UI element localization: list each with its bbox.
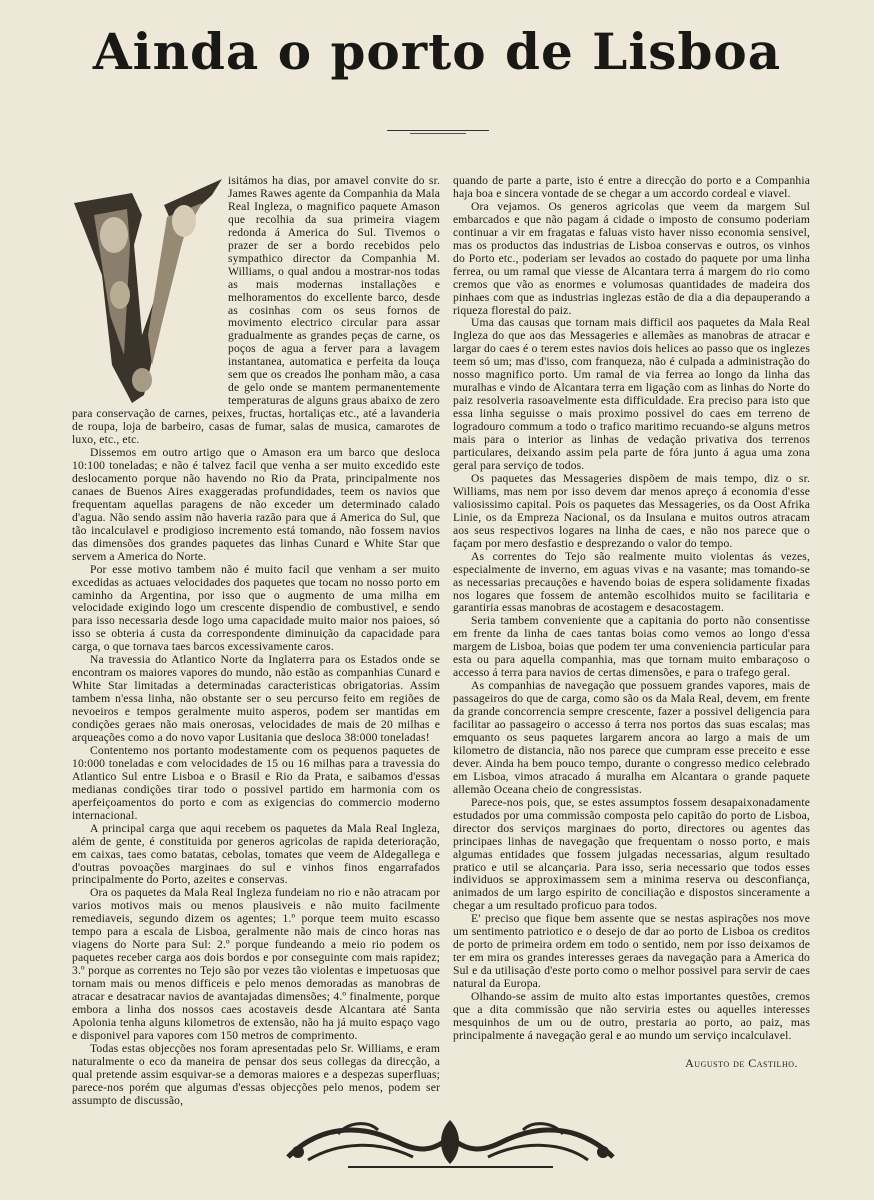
paragraph: E' preciso que fique bem assente que se nestas aspirações nos move um sentimento patriotico e o desejo de dar ao porto de Lisboa os creditos de porto de primeira ordem em todo o sentido, nem por isso deixamos de ter em mira os grandes interesses geraes da navegação para a America do Sul e da utilisação d'este porto como o melhor possivel para servir de caes natural da Europa. [453,912,810,991]
paragraph: Os paquetes das Messageries dispõem de mais tempo, diz o sr. Williams, mas nem por isso devem dar menos apreço á economia d'esse valiosissimo capital. Pois os paquetes das Messageries, os da Oost Afrika Linie, os da Empreza Nacional, os da Insulana e muitos outros atracam aos seus respectivos logares na linha de caes, e não nos parece que o façam por mero desfastio e desprezando o valor do tempo. [453,471,810,550]
illustrated-drop-cap-v [72,175,222,407]
paragraph: isitámos ha dias, por amavel convite do sr. James Rawes agente da Companhia da Mala Real Ingleza, o magnifico paquete Amason que recolhia da sua primeira viagem redonda á America do Sul. Tivemos o prazer de ser a bordo recebidos pelo sympathico director da Companhia M. Williams, o qual andou a mostrar-nos todas as mais modernas installações e melhoramentos do excellente barco, desde as cosinhas com os seus fornos de movimento electrico circular para assar gradualmente as grandes peças de carne, os poços de agua a ferver para a lavagem instantanea, automatica e perfeita da louça sem que os creados lhe ponham mão, a casa de gelo onde se mantem permanentemente temperaturas de alguns graus abaixo de zero para conservação de carnes, peixes, fructas, hortaliças etc., até a lavanderia de roupa, loja de barbeiro, casas de fumar, salas de musica, camarotes de luxo, etc., etc. [72,174,440,447]
paragraph: Parece-nos pois, que, se estes assumptos fossem desapaixonadamente estudados por uma commissão composta pelo capitão do porto de Lisboa, director dos serviços marginaes do porto, directores ou agentes das principaes linhas de navegação que frequentam o nosso porto, e mais algumas entidades que fossem julgadas necessarias, algum resultado pratico e util se alcançaria. Para isso, seria necessario que todos esses individuos se approximassem sem a minima reserva ou desconfiança, animados de um largo espirito de conciliação e dispostos sinceramente a chegar a um resultado proficuo para todos. [453,795,810,913]
paragraph: Contentemo nos portanto modestamente com os pequenos paquetes de 10:000 toneladas e com velocidades de 15 ou 16 milhas para a travessia do Atlantico Sul entre Lisboa e o Brasil e Rio da Prata, e saibamos d'essas medianas condições tirar todo o possivel partido em harmonia com os aperfeiçoamentos do porto e com as exigencias do commercio moderno internacional. [72,743,440,822]
author-signature: Augusto de Castilho. [685,1055,798,1070]
paragraph: Ora os paquetes da Mala Real Ingleza fundeiam no rio e não atracam por varios motivos mais ou menos plausiveis e não muito facilmente remediaveis, segundo dizem os agentes; 1.º porque teem muito escasso tempo para a escala de Lisboa, geralmente não mais de cinco horas nas viagens do Norte para Sul: 2.º porque fundeando a meio rio podem os paquetes receber carga aos dois bordos e por conseguinte com mais rapidez; 3.º porque as correntes no Tejo são por vezes tão violentas e impetuosas que tornam mais ou menos difficeis e pelo menos demoradas as manobras de atracar e desatracar navios de avantajadas dimensões; 4.º finalmente, porque embora a linha dos nossos caes acostaveis desde Alcantara até Santa Apolonia tenha alguns kilometros de extensão, não ha já muito espaço vago e disponivel para vapores com 150 metros de comprimento. [72,886,440,1042]
right-column [453,175,810,1070]
paragraph: Dissemos em outro artigo que o Amason era um barco que desloca 10:100 toneladas; e não é talvez facil que venha a ser muito excedido este deslocamento porque não havendo no Rio da Prata, principalmente nos canaes de Buenos Aires exaggeradas profundidades, teem os navios que frequentam aquellas paragens de não exceder um determinado calado d'agua. Não sendo assim não haveria razão para que á America do Sul, que tão incalculavel e prodigioso incremento está tomando, não fossem navios das dimensões dos grandes paquetes das linhas Cunard e White Star que servem a America do Norte. [72,446,440,563]
paragraph: Na travessia do Atlantico Norte da Inglaterra para os Estados onde se encontram os maiores vapores do mundo, não estão as companhias Cunard e White Star limitadas a determinadas caracteristicas obrigatorias. Assim tambem n'essa linha, não obstante ser o seu percurso feito em regiões de nevoeiros e tempos geralmente muito asperos, podem ser mantidas em condições geraes não mais onerosas, velocidades de mais de 20 milhas e arqueações como a do novo vapor Lusitania que desloca 38:000 toneladas! [72,653,440,744]
left-column [72,175,440,1108]
paragraph: As correntes do Tejo são realmente muito violentas ás vezes, especialmente de inverno, em aguas vivas e na vasante; mas tomando-se as necessarias precauções e havendo boias de espera solidamente fixadas nos logares que fossem de antemão escolhidos muito se facilitaria e garantiria essas manobras de acostagem e desacostagem. [453,549,810,615]
drop-cap-illustration-icon [72,175,222,407]
paragraph: Ora vejamos. Os generos agricolas que veem da margem Sul embarcados e que não pagam á cidade o imposto de consumo poderiam continuar a vir em fragatas e faluas visto haver nisso economia sensivel, mas os productos das industrias de Lisboa conservas e outros, os vinhos do Porto etc., poderiam ser levados ao costado do paquete por uma linha ferrea, ou um ramal que viesse de Alcantara terra á margem do rio como cremos que vão as enormes e volumosas quantidades de madeira dos pinhaes com que as industrias inglezas estão de dia a dia depauperando a riqueza florestal do paiz. [453,199,810,317]
paragraph: Todas estas objecções nos foram apresentadas pelo Sr. Williams, e eram naturalmente o eco da maneira de pensar dos seus collegas da direcção, a qual pretende assim esquivar-se a demoras maiores e a despezas superfluas; parece-nos porém que algumas d'essas objecções pelo menos, podem ser assumpto de discussão, [72,1041,440,1107]
paragraph: Seria tambem conveniente que a capitania do porto não consentisse em frente da linha de caes tantas boias como vemos ao longo d'essa margem de Lisboa, boias que podem ter uma conveniencia particular para esta ou para aquella companhia, mas que tornam muito embaraçoso o accesso á terra para navios de certas dimensões, e para o trafego geral. [453,614,810,680]
paragraph: Por esse motivo tambem não é muito facil que venham a ser muito excedidas as actuaes velocidades dos paquetes que tocam no nosso porto em caminho da Argentina, por isso que o augmento de uma milha em velocidade exigindo logo um crescente dispendio de combustivel, e sendo para isso necessaria desde logo uma capacidade muito maior nos paioes, só isso se obteria á custa da correspondente diminuição da capacidade para carga, o que tornava taes barcos excessivamente caros. [72,562,440,654]
paragraph: Olhando-se assim de muito alto estas importantes questões, cremos que a dita commissão que não serviria estes ou aquelles interesses mesquinhos de um ou de outro, prestaria ao porto, ao paiz, mas principalmente á navegação geral e ao mundo um serviço incalculavel. [453,990,810,1042]
title-divider [387,130,489,131]
paragraph: quando de parte a parte, isto é entre a direcção do porto e a Companhia haja boa e sincera vontade de se chegar a um accordo cordeal e viavel. [453,174,810,200]
paragraph: Uma das causas que tornam mais difficil aos paquetes da Mala Real Ingleza do que aos das Messageries e allemães as manobras de atracar e largar do caes é o terem estes navios dois helices ao passo que os inglezes teem só um; mas d'isso, com franqueza, não é culpada a administração do nosso magnifico porto. Um ramal de via ferrea ao longo da linha das muralhas e vindo de Alcantara terra em ligação com as linhas do Norte do paiz resolveria rasoavelmente esta difficuldade. Era preciso para isto que essa linha seguisse o mais proximo possivel do caes em terreno de logradouro commum a todo o trafico maritimo recuando-se alguns metros mais para o interior as linhas de vedação privativa dos terrenos particulares, deixando assim pela parte de fóra junto á agua uma zona geral para serviço de todos. [453,316,810,472]
title-divider-short [410,133,466,134]
article-title: Ainda o porto de Lisboa [92,22,782,81]
paragraph: As companhias de navegação que possuem grandes vapores, mais de passageiros do que de carga, como são os da Mala Real, devem, em frente da grande concorrencia sempre crescente, fazer a possivel deligencia para facilitar ao passageiro o accesso á terra nos portos das suas escalas; mas emquanto os seus paquetes largarem ancora ao largo a mais de um kilometro de distancia, não nos parece que cumpram esse preceito e esse dever. Ainda ha bem pouco tempo, durante o congresso medico celebrado em Lisboa, vimos atracado á muralha em Alcantara o grande paquete allemão Oceana cheio de congressistas. [453,679,810,796]
paragraph: A principal carga que aqui recebem os paquetes da Mala Real Ingleza, além de gente, é constituida por generos agricolas de rapida deterioração, em caixas, taes como batatas, cebolas, tomates que veem de Aldegallega e d'outras povoações marginaes do sul e vinhos finos engarrafados principalmente do Porto, azeites e conservas. [72,821,440,887]
floral-ornament-icon [278,1112,623,1172]
